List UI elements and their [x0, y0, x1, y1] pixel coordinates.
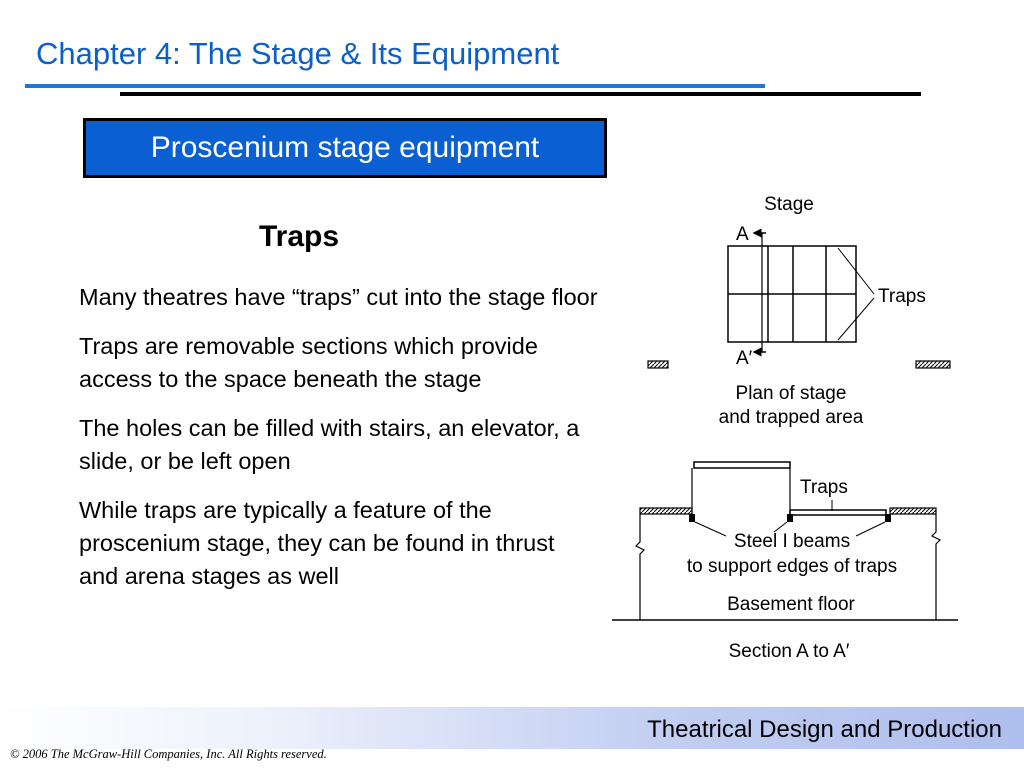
plan-stage-label: Stage	[764, 194, 814, 215]
section-traps-label: Traps	[800, 477, 848, 498]
section-beam	[689, 514, 695, 522]
plan-marker-a-prime: A′	[736, 348, 753, 369]
copyright-notice: © 2006 The McGraw-Hill Companies, Inc. All Rights reserved.	[10, 747, 327, 761]
header-rule-blue	[25, 84, 765, 88]
section-basement-label: Basement floor	[727, 594, 855, 615]
plan-caption-line1: Plan of stage	[735, 383, 847, 404]
section-beams-line2: to support edges of traps	[686, 556, 898, 577]
header-rule-black	[120, 92, 921, 96]
section-floor-left	[640, 508, 692, 514]
plan-caption-line2: and trapped area	[718, 407, 864, 428]
section-beam	[787, 514, 793, 522]
section-wall-left	[636, 514, 644, 620]
chapter-title: Chapter 4: The Stage & Its Equipment	[36, 36, 560, 71]
bullet-item: Many theatres have “traps” cut into the stage floor	[79, 284, 598, 310]
traps-diagram	[606, 180, 966, 670]
plan-marker-a: A	[736, 224, 749, 245]
bullet-item: Traps are removable sections which provide access to the space beneath the stage	[79, 333, 538, 392]
plan-trap-grid	[728, 246, 856, 342]
section-trap-panel	[790, 510, 886, 515]
section-beams-leader	[695, 522, 726, 536]
section-title-box	[83, 118, 607, 178]
bullet-list	[79, 281, 599, 609]
footer-title: Theatrical Design and Production	[647, 716, 1002, 743]
section-title: Proscenium stage equipment	[150, 131, 540, 164]
plan-proscenium-left	[648, 361, 668, 368]
plan-proscenium-right	[916, 361, 950, 368]
section-caption: Section A to A′	[728, 641, 850, 662]
section-removed-trap	[694, 462, 790, 468]
section-floor-right	[890, 508, 936, 514]
plan-traps-label: Traps	[878, 286, 926, 307]
bullet-item: While traps are typically a feature of the proscenium stage, they can be found in thrust and arena stages as well	[79, 497, 555, 589]
bullet-item: The holes can be filled with stairs, an elevator, a slide, or be left open	[79, 415, 580, 474]
traps-heading: Traps	[258, 220, 340, 253]
section-beams-line1: Steel I beams	[733, 531, 851, 552]
section-wall-right	[932, 514, 940, 620]
section-beams-leader	[856, 522, 885, 536]
section-beam	[885, 514, 891, 522]
